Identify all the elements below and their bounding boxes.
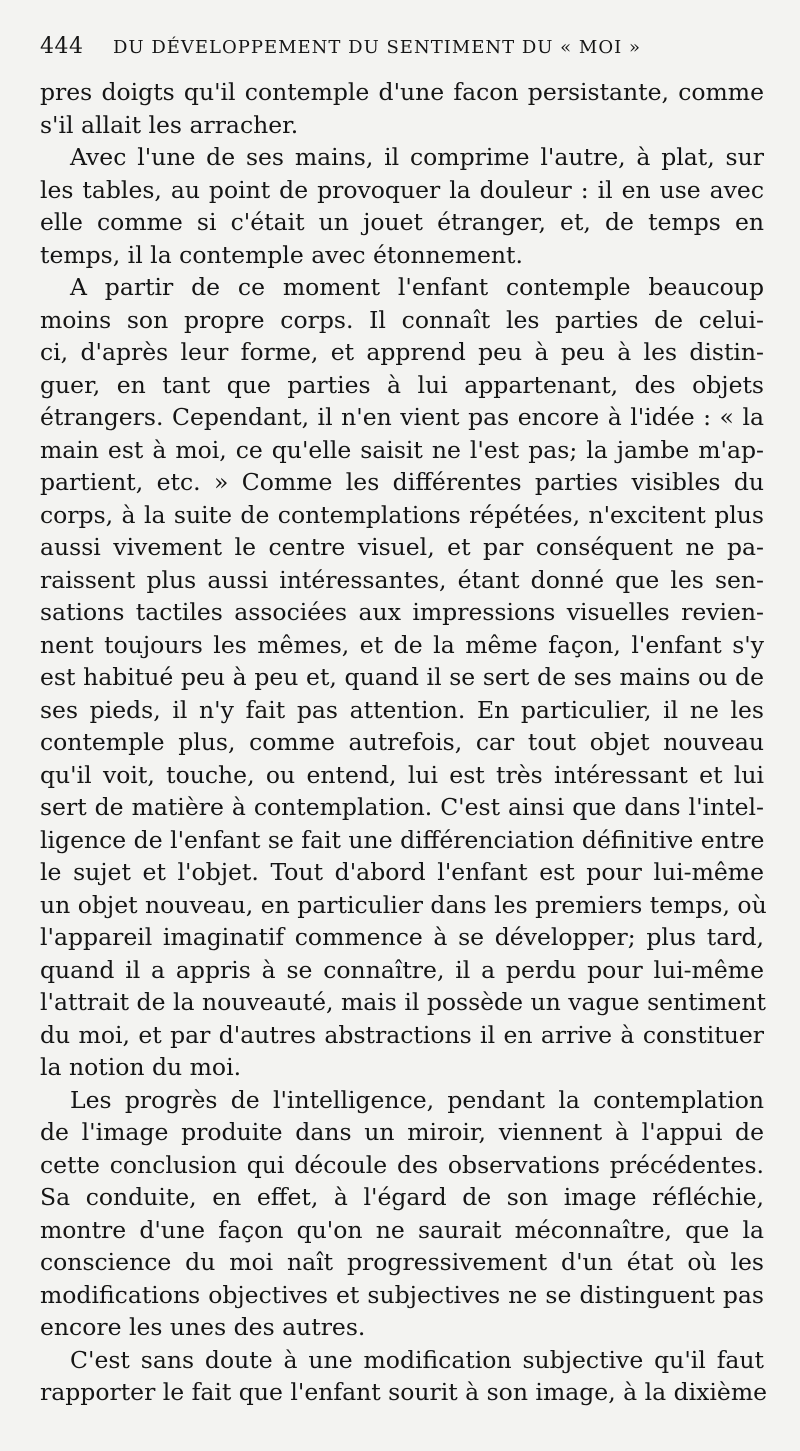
- text-line: montre d'une façon qu'on ne saurait méconnaître, que la: [40, 1215, 764, 1244]
- text-line: l'appareil imaginatif commence à se développer; plus tard,: [40, 923, 764, 951]
- text-line: sations tactiles associées aux impressions visuelles revien-: [40, 598, 764, 626]
- text-line: la notion du moi.: [40, 1053, 242, 1081]
- text-line: l'attrait de la nouveauté, mais il possède un vague sentiment: [40, 988, 766, 1016]
- text-line: Sa conduite, en effet, à l'égard de son image réfléchie,: [40, 1183, 764, 1211]
- text-line: main est à moi, ce qu'elle saisit ne l'est pas; la jambe m'ap-: [40, 435, 764, 464]
- text-line: moins son propre corps. Il connaît les parties de celui-: [40, 305, 764, 334]
- text-line: C'est sans doute à une modification subjective qu'il faut: [70, 1345, 764, 1374]
- text-line: temps, il la contemple avec étonnement.: [40, 240, 523, 269]
- text-line: partient, etc. » Comme les différentes parties visibles du: [40, 468, 764, 496]
- text-line: aussi vivement le centre visuel, et par conséquent ne pa-: [40, 533, 764, 561]
- text-line: Avec l'une de ses mains, il comprime l'autre, à plat, sur: [70, 143, 764, 171]
- text-line: modifications objectives et subjectives ne se distinguent pas: [40, 1280, 764, 1309]
- text-line: qu'il voit, touche, ou entend, lui est très intéressant et lui: [40, 760, 764, 789]
- text-line: cette conclusion qui découle des observations précédentes.: [40, 1150, 764, 1179]
- text-line: quand il a appris à se connaître, il a perdu pour lui-même: [40, 955, 764, 984]
- text-line: corps, à la suite de contemplations répétées, n'excitent plus: [40, 500, 764, 529]
- text-line: rapporter le fait que l'enfant sourit à son image, à la dixième: [40, 1378, 768, 1406]
- text-line: Les progrès de l'intelligence, pendant la contemplation: [70, 1085, 764, 1114]
- text-line: le sujet et l'objet. Tout d'abord l'enfant est pour lui-même: [40, 858, 764, 886]
- text-line: ci, d'après leur forme, et apprend peu à peu à les distin-: [40, 338, 764, 366]
- text-line: pres doigts qu'il contemple d'une facon persistante, comme: [40, 78, 764, 106]
- text-line: ses pieds, il n'y fait pas attention. En particulier, il ne les: [40, 695, 764, 724]
- text-line: est habitué peu à peu et, quand il se sert de ses mains ou de: [40, 663, 764, 691]
- text-line: ligence de l'enfant se fait une différenciation définitive entre: [40, 825, 765, 854]
- body-text: [40, 76, 768, 1409]
- text-line: encore les unes des autres.: [40, 1313, 366, 1341]
- running-title: DU DÉVELOPPEMENT DU SENTIMENT DU « MOI »: [113, 37, 641, 58]
- text-line: elle comme si c'était un jouet étranger, et, de temps en: [40, 208, 764, 236]
- page-header: [40, 34, 760, 64]
- text-line: A partir de ce moment l'enfant contemple beaucoup: [70, 273, 764, 301]
- text-line: de l'image produite dans un miroir, viennent à l'appui de: [40, 1118, 764, 1146]
- text-line: nent toujours les mêmes, et de la même façon, l'enfant s'y: [40, 630, 764, 659]
- text-line: conscience du moi naît progressivement d'un état où les: [40, 1248, 764, 1276]
- text-line: s'il allait les arracher.: [40, 110, 299, 139]
- text-line: un objet nouveau, en particulier dans les premiers temps, où: [40, 890, 767, 919]
- page-number: 444: [40, 34, 84, 59]
- text-line: guer, en tant que parties à lui appartenant, des objets: [40, 370, 764, 399]
- text-line: étrangers. Cependant, il n'en vient pas encore à l'idée : « la: [40, 403, 764, 431]
- text-line: sert de matière à contemplation. C'est ainsi que dans l'intel-: [40, 793, 764, 821]
- text-line: raissent plus aussi intéressantes, étant donné que les sen-: [40, 565, 764, 594]
- text-line: du moi, et par d'autres abstractions il en arrive à constituer: [40, 1020, 764, 1049]
- text-line: les tables, au point de provoquer la douleur : il en use avec: [40, 175, 764, 204]
- text-line: contemple plus, comme autrefois, car tout objet nouveau: [40, 728, 764, 756]
